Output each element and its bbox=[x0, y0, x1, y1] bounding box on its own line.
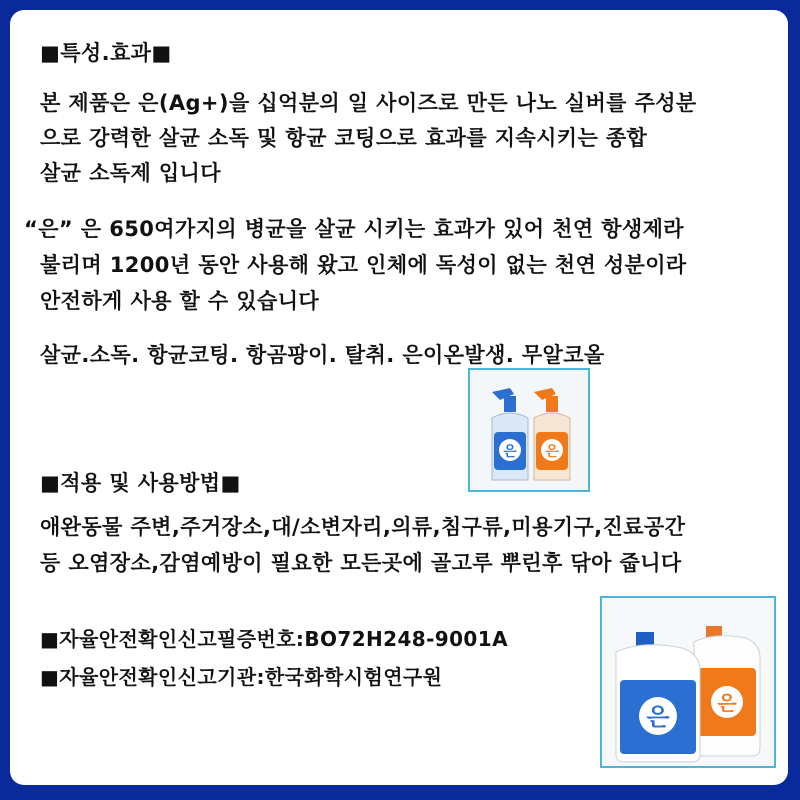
blue-bottle-label: 은 bbox=[503, 444, 517, 460]
features-heading: ■특성.효과■ bbox=[40, 41, 172, 65]
usage-line-1: 애완동물 주변,주거장소,대/소변자리,의류,침구류,미용기구,진료공간 bbox=[40, 515, 686, 539]
orange-bottle-label: 은 bbox=[545, 444, 559, 460]
content-card bbox=[10, 10, 788, 785]
usage-line-2: 등 오염장소,감염예방이 필요한 모든곳에 골고루 뿌린후 닦아 줍니다 bbox=[40, 551, 682, 575]
usage-heading: ■적용 및 사용방법■ bbox=[40, 471, 241, 495]
description-line-2: 으로 강력한 살균 소독 및 항균 코팅으로 효과를 지속시키는 종합 bbox=[40, 126, 648, 150]
orange-jug-label: 은 bbox=[717, 691, 737, 715]
effects-line: 살균.소독. 항균코팅. 항곰팡이. 탈취. 은이온발생. 무알코올 bbox=[40, 343, 605, 367]
description-line-3: 살균 소독제 입니다 bbox=[40, 161, 221, 185]
description-line-1: 본 제품은 은(Ag+)을 십억분의 일 사이즈로 만든 나노 실버를 주성분 bbox=[40, 91, 697, 115]
spray-bottles-image bbox=[468, 368, 590, 492]
refill-jugs-image bbox=[600, 596, 776, 768]
silver-line-2: 불리며 1200년 동안 사용해 왔고 인체에 독성이 없는 천연 성분이라 bbox=[40, 253, 687, 277]
blue-jug-label: 은 bbox=[646, 703, 670, 731]
certification-agency: ■자율안전확인신고기관:한국화학시험연구원 bbox=[40, 665, 443, 689]
certification-number: ■자율안전확인신고필증번호:BO72H248-9001A bbox=[40, 627, 508, 651]
silver-line-3: 안전하게 사용 할 수 있습니다 bbox=[40, 289, 320, 313]
silver-line-1: “은” 은 650여가지의 병균을 살균 시키는 효과가 있어 천연 항생제라 bbox=[24, 217, 684, 241]
